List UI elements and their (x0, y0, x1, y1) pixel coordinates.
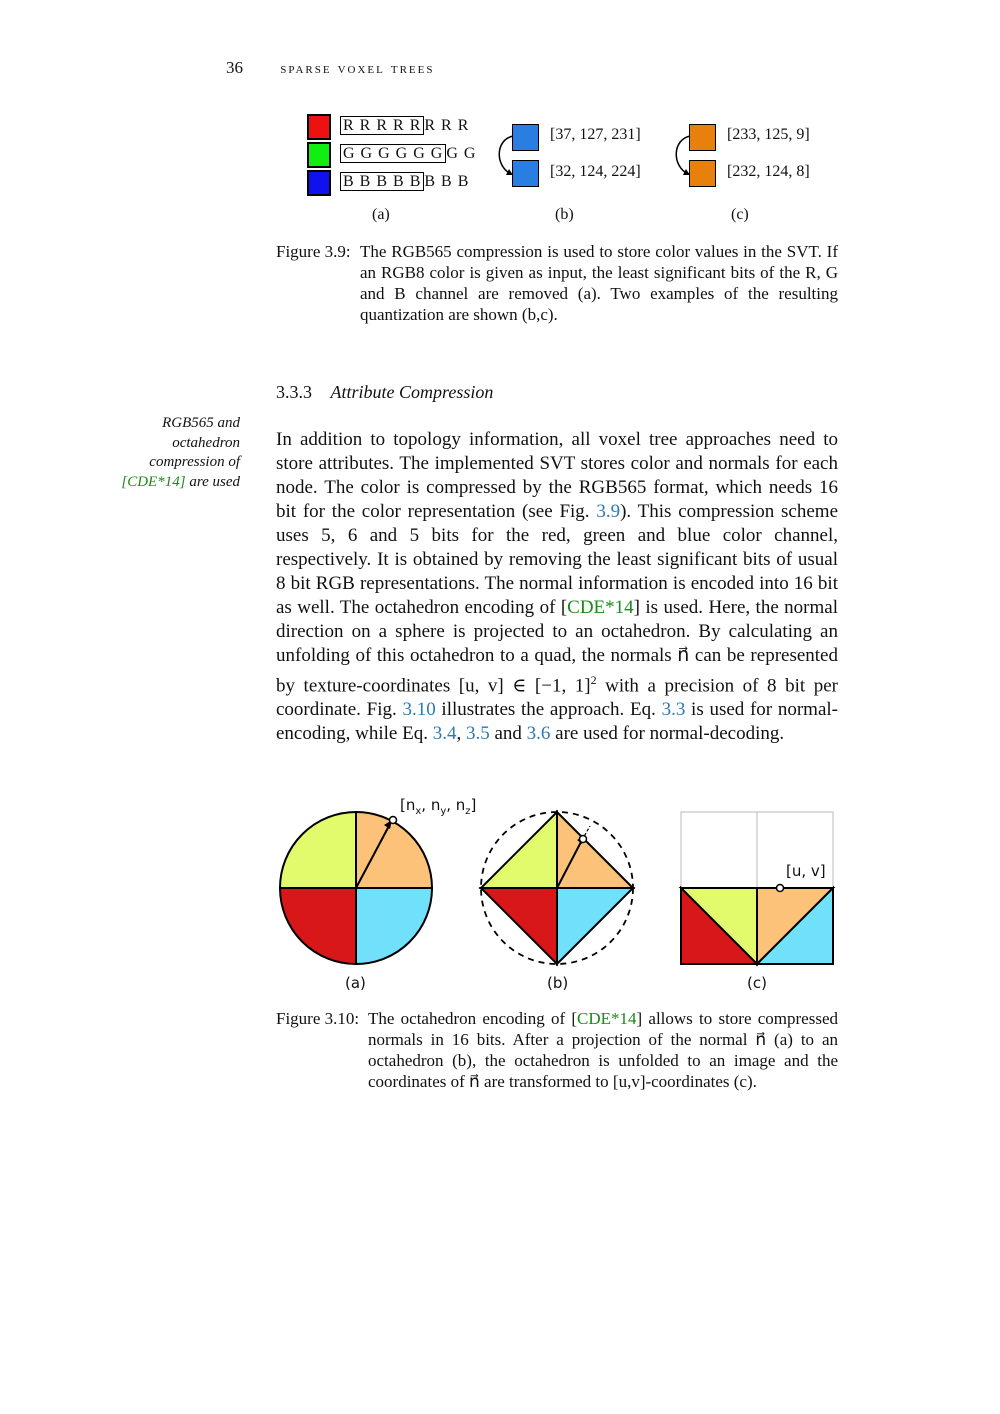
panel-a-label: (a) (372, 206, 390, 223)
panel-a-label: (a) (345, 974, 366, 992)
margin-note-line (110, 473, 240, 493)
blue-output-value: [32, 124, 224] (550, 163, 641, 180)
red-kept-bits: R R R R R (340, 116, 424, 135)
green-bits (340, 145, 476, 163)
caption-text-part: The octahedron encoding of [ (368, 1009, 578, 1028)
panel-b-label: (b) (547, 974, 569, 992)
body-text: is used for normal-encoding, while Eq. (276, 699, 838, 745)
running-title: sparse voxel trees (280, 60, 435, 77)
margin-note-line: compression of (149, 454, 240, 470)
arrow-icon (670, 132, 694, 180)
body-text: are used for normal-decoding. (550, 723, 785, 745)
caption-label: Figure 3.9: (276, 242, 351, 261)
body-text: , (456, 723, 466, 745)
green-dropped-bits: G G (446, 145, 477, 162)
blue-bits (340, 173, 469, 191)
figure-ref-3-9[interactable]: 3.9 (596, 501, 621, 522)
equation-ref-3-6[interactable]: 3.6 (526, 723, 551, 745)
blue-kept-bits: B B B B B (340, 172, 424, 191)
caption-text-part: ] allows to store compressed normals in 16 bits. After a projection of the normal n⃗ (a) to an octahedron (b), the octahedron is unfolded to an image and the coordinates of n⃗ are transformed to [u,v]-coordinates (c). (368, 1009, 838, 1091)
section-number: 3.3.3 (276, 382, 312, 402)
arrow-icon (493, 132, 517, 180)
body-text: ). This compression scheme uses 5, 6 and 5 bits for the red, green and blue color channel, respectively. It is obtained by removing the least significant bits of usual 8 bit RGB representations. The normal information is encoded into 16 bit as well. The octahedron encoding of [ (276, 501, 839, 618)
caption-text: The RGB565 compression is used to store color values in the SVT. If an RGB8 color is given as input, the least significant bits of the R, G and B channel are removed (a). Two examples of the resulting quantization are shown (b,c). (360, 242, 838, 324)
body-text: ] is used. Here, the normal direction on a sphere is projected to an octahedron. By calculating an unfolding of this octahedron to a quad, the normals n⃗ can be represented by texture-coordinates [u, v] ∈ [−1, 1] (276, 597, 838, 697)
figure-3-10 (270, 790, 850, 1000)
body-text: with a precision of 8 bit per coordinate. Fig. (276, 675, 838, 721)
caption-label: Figure 3.10: (276, 1009, 360, 1028)
body-text: and (489, 723, 527, 745)
orange-input-value: [233, 125, 9] (727, 126, 810, 143)
body-text: In addition to topology information, all voxel tree approaches need to store attributes. The implemented SVT stores color and normals for each node. The color is compressed by the RGB565 format, which needs 16 bit for the color representation (see Fig. (276, 429, 838, 522)
body-text: illustrates the approach. Eq. (435, 699, 662, 721)
page-number: 36 (226, 58, 243, 77)
red-dropped-bits: R R R (424, 117, 470, 134)
margin-note-line: octahedron (172, 434, 240, 451)
blue-swatch (307, 170, 331, 196)
blue-dropped-bits: B B B (424, 173, 470, 190)
panel-b-label: (b) (555, 206, 574, 223)
equation-ref-3-4[interactable]: 3.4 (432, 723, 457, 745)
figure-3-9-caption (276, 241, 838, 325)
equation-ref-3-3[interactable]: 3.3 (661, 699, 686, 721)
sphere-panel (280, 812, 432, 964)
octahedron-panel (481, 812, 633, 964)
figure-3-10-caption (276, 1008, 838, 1092)
red-bits (340, 117, 469, 135)
margin-note-line: RGB565 and (162, 415, 240, 431)
figure-ref-3-10[interactable]: 3.10 (402, 699, 436, 721)
figure-3-9 (300, 110, 840, 230)
caption-text (368, 1008, 838, 1092)
panel-c-label: (c) (747, 974, 767, 992)
section-heading (276, 382, 493, 403)
body-paragraph (276, 428, 838, 746)
panel-c-label: (c) (731, 206, 749, 223)
citation-link[interactable]: CDE*14 (577, 1009, 637, 1028)
superscript: 2 (590, 673, 597, 687)
blue-input-value: [37, 127, 231] (550, 126, 641, 143)
page-header (226, 58, 434, 78)
uv-label: [u, v] (786, 862, 826, 880)
citation-link[interactable]: CDE*14 (567, 597, 634, 618)
orange-output-value: [232, 124, 8] (727, 163, 810, 180)
margin-note (110, 414, 240, 492)
red-swatch (307, 114, 331, 140)
equation-ref-3-5[interactable]: 3.5 (465, 723, 490, 745)
section-title: Attribute Compression (330, 382, 494, 402)
citation-link[interactable]: [CDE*14] (121, 473, 186, 490)
unfolded-quad-panel (681, 812, 833, 964)
normal-vector-label: [$n_x$, $n_y$, $n_z$] (400, 796, 477, 817)
margin-note-text: are used (185, 473, 240, 490)
green-kept-bits: G G G G G G (340, 144, 446, 163)
octahedron-diagram (270, 790, 850, 1000)
green-swatch (307, 142, 331, 168)
